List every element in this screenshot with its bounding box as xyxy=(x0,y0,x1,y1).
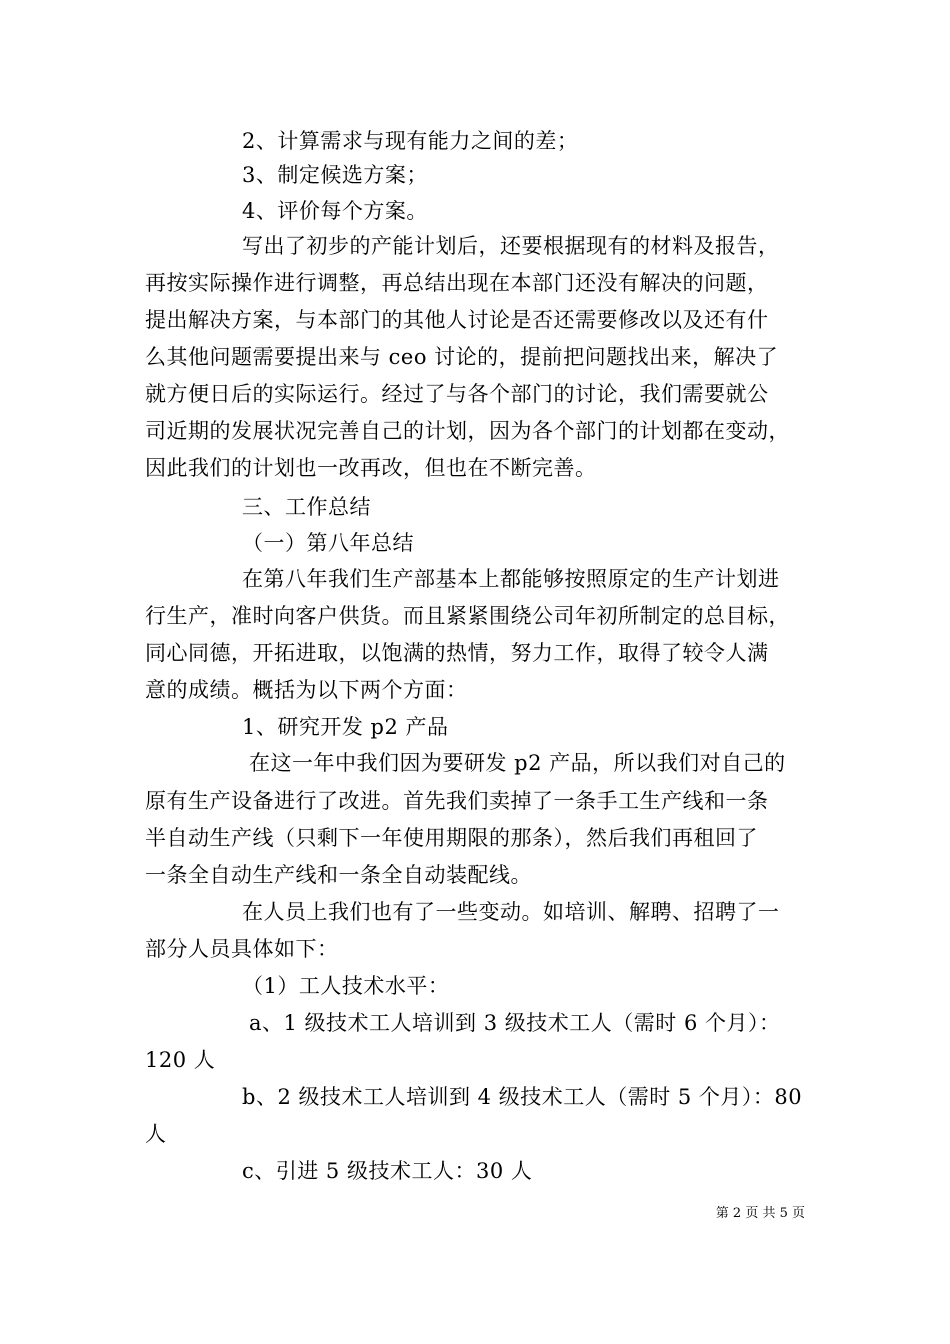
paragraph-line: 在人员上我们也有了一些变动。如培训、解聘、招聘了一 xyxy=(242,900,780,924)
text-line: 3、制定候选方案； xyxy=(242,163,428,187)
list-item: a、1 级技术工人培训到 3 级技术工人（需时 6 个月）： xyxy=(249,1011,781,1035)
list-item-continuation: 人 xyxy=(145,1122,167,1146)
item-heading: 1、研究开发 p2 产品 xyxy=(242,715,449,739)
paragraph-line: 就方便日后的实际运行。经过了与各个部门的讨论，我们需要就公 xyxy=(145,382,769,406)
paragraph-line: 原有生产设备进行了改进。首先我们卖掉了一条手工生产线和一条 xyxy=(145,789,769,813)
paragraph-line: 么其他问题需要提出来与 ceo 讨论的，提前把问题找出来，解决了 xyxy=(145,345,779,369)
section-heading: 三、工作总结 xyxy=(242,495,371,519)
text-line: 2、计算需求与现有能力之间的差； xyxy=(242,129,579,153)
text-line: 4、评价每个方案。 xyxy=(242,199,428,223)
paragraph-line: 行生产，准时向客户供货。而且紧紧围绕公司年初所制定的总目标， xyxy=(145,604,790,628)
paragraph-line: 意的成绩。概括为以下两个方面： xyxy=(145,678,468,702)
list-item-continuation: 120 人 xyxy=(145,1048,216,1072)
list-item: c、引进 5 级技术工人：30 人 xyxy=(242,1159,533,1183)
paragraph-line: 在第八年我们生产部基本上都能够按照原定的生产计划进 xyxy=(242,567,780,591)
paragraph-line: 在这一年中我们因为要研发 p2 产品，所以我们对自己的 xyxy=(249,751,786,775)
paragraph-line: 半自动生产线（只剩下一年使用期限的那条），然后我们再租回了 xyxy=(145,826,758,850)
paragraph-line: 再按实际操作进行调整，再总结出现在本部门还没有解决的问题， xyxy=(145,271,769,295)
paragraph-line: 一条全自动生产线和一条全自动装配线。 xyxy=(145,863,532,887)
paragraph-line: 因此我们的计划也一改再改，但也在不断完善。 xyxy=(145,456,597,480)
paragraph-line: 写出了初步的产能计划后，还要根据现有的材料及报告， xyxy=(242,234,780,258)
list-heading: （1）工人技术水平： xyxy=(242,974,450,998)
paragraph-line: 部分人员具体如下： xyxy=(145,937,339,961)
page-number-footer: 第 2 页 共 5 页 xyxy=(715,1206,805,1221)
subsection-heading: （一）第八年总结 xyxy=(242,531,414,555)
paragraph-line: 同心同德，开拓进取，以饱满的热情，努力工作，取得了较令人满 xyxy=(145,641,769,665)
list-item: b、2 级技术工人培训到 4 级技术工人（需时 5 个月）：80 xyxy=(242,1085,803,1109)
paragraph-line: 司近期的发展状况完善自己的计划，因为各个部门的计划都在变动， xyxy=(145,419,790,443)
paragraph-line: 提出解决方案，与本部门的其他人讨论是否还需要修改以及还有什 xyxy=(145,308,769,332)
